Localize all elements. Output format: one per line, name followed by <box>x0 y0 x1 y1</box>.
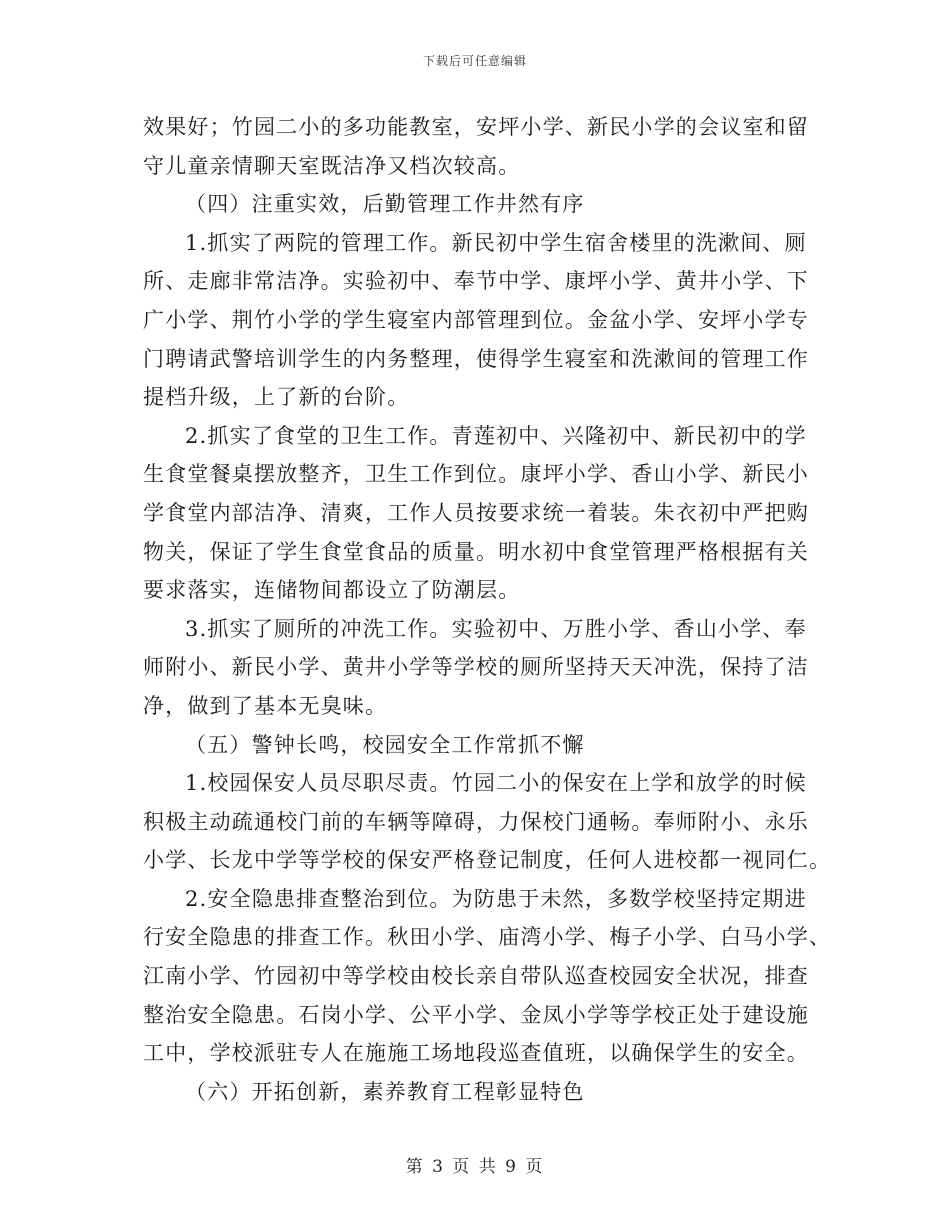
text-line: 江南小学、竹园初中等学校由校长亲自带队巡查校园安全状况，排查 <box>143 964 809 989</box>
text-line: 2.安全隐患排查整治到位。为防患于未然，多数学校坚持定期进 <box>185 886 807 911</box>
text-line: 门聘请武警培训学生的内务整理，使得学生寝室和洗漱间的管理工作 <box>143 346 809 371</box>
text-line: 2.抓实了食堂的卫生工作。青莲初中、兴隆初中、新民初中的学 <box>185 423 807 448</box>
text-line: （四）注重实效，后勤管理工作井然有序 <box>185 192 585 217</box>
text-line: 生食堂餐桌摆放整齐，卫生工作到位。康坪小学、香山小学、新民小 <box>143 462 809 487</box>
text-line: 整治安全隐患。石岗小学、公平小学、金凤小学等学校正处于建设施 <box>143 1002 809 1027</box>
text-line: 净，做到了基本无臭味。 <box>143 693 388 718</box>
text-line: 守儿童亲情聊天室既洁净又档次较高。 <box>143 153 521 178</box>
text-line: 所、走廊非常洁净。实验初中、奉节中学、康坪小学、黄井小学、下 <box>143 269 809 294</box>
document-body <box>143 108 832 1111</box>
text-line: 积极主动疏通校门前的车辆等障碍，力保校门通畅。奉师附小、永乐 <box>143 809 809 834</box>
text-line: 1.抓实了两院的管理工作。新民初中学生宿舍楼里的洗漱间、厕 <box>185 230 807 255</box>
text-line: 工中，学校派驻专人在施施工场地段巡查值班，以确保学生的安全。 <box>143 1041 809 1066</box>
text-line: 学食堂内部洁净、清爽，工作人员按要求统一着装。朱衣初中严把购 <box>143 500 809 525</box>
text-line: 师附小、新民小学、黄井小学等学校的厕所坚持天天冲洗，保持了洁 <box>143 655 809 680</box>
page-header-note: 下载后可任意编辑 <box>422 54 527 68</box>
text-line: 行安全隐患的排查工作。秋田小学、庙湾小学、梅子小学、白马小学、 <box>143 925 832 950</box>
text-line: （六）开拓创新，素养教育工程彰显特色 <box>185 1079 585 1104</box>
text-line: 3.抓实了厕所的冲洗工作。实验初中、万胜小学、香山小学、奉 <box>185 616 807 641</box>
text-line: 广小学、荆竹小学的学生寝室内部管理到位。金盆小学、安坪小学专 <box>143 307 809 332</box>
text-line: 提档升级，上了新的台阶。 <box>143 385 410 410</box>
text-line: 1.校园保安人员尽职尽责。竹园二小的保安在上学和放学的时候 <box>185 771 807 796</box>
text-line: 要求落实，连储物间都设立了防潮层。 <box>143 578 521 603</box>
text-line: 小学、长龙中学等学校的保安严格登记制度，任何人进校都一视同仁。 <box>143 848 832 873</box>
text-line: 效果好；竹园二小的多功能教室，安坪小学、新民小学的会议室和留 <box>143 115 809 139</box>
text-line: （五）警钟长鸣，校园安全工作常抓不懈 <box>185 732 585 757</box>
text-line: 物关，保证了学生食堂食品的质量。明水初中食堂管理严格根据有关 <box>143 539 809 564</box>
page-footer: 第 3 页 共 9 页 <box>405 1157 545 1177</box>
